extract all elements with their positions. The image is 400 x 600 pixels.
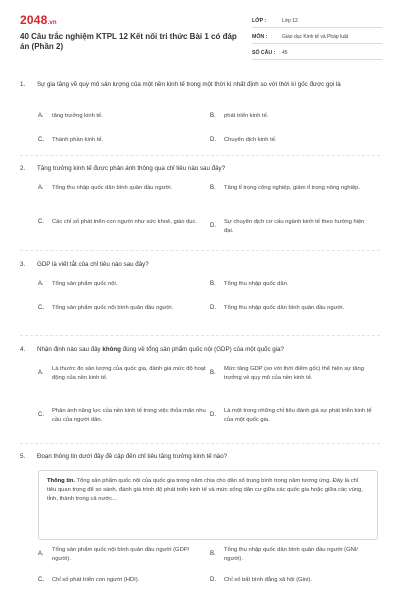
option-text: Các chỉ số phát triển con người như sức khoẻ, giáo dục.	[52, 219, 197, 225]
question-number: 1.	[20, 81, 26, 88]
option-b[interactable]	[210, 184, 370, 193]
option-text: Phản ánh năng lực của nền kinh tế trong việc thỏa mãn nhu cầu của người dân.	[52, 408, 206, 423]
meta-subject-row	[252, 30, 382, 44]
meta-class-label: LỚP :	[252, 17, 267, 24]
divider	[20, 443, 380, 444]
option-key: C.	[38, 305, 44, 311]
option-a[interactable]	[38, 280, 198, 289]
option-key: D.	[210, 223, 216, 230]
question-4	[20, 345, 380, 423]
option-c[interactable]	[38, 407, 206, 424]
option-d[interactable]	[210, 576, 370, 585]
option-text: Tổng thu nhập quốc dân bình quân đầu người.	[224, 305, 345, 311]
question-text: Tăng trưởng kinh tế được phản ánh thông qua chỉ tiêu nào sau đây?	[37, 165, 226, 172]
divider	[20, 155, 380, 156]
divider	[20, 250, 380, 251]
question-text-emphasis: không	[102, 346, 121, 353]
option-text: Tổng sản phẩm quốc nội.	[52, 281, 118, 287]
option-d[interactable]	[210, 304, 370, 313]
option-key: A.	[38, 113, 44, 119]
option-text: Thành phần kinh tế.	[52, 137, 104, 143]
option-key: A.	[38, 551, 44, 558]
question-stem	[20, 80, 380, 89]
option-c[interactable]	[38, 218, 198, 227]
meta-count-value: 45	[282, 49, 288, 56]
option-key: C.	[38, 219, 44, 225]
meta-count-label: SỐ CÂU :	[252, 49, 276, 56]
info-box	[38, 470, 378, 540]
option-b[interactable]	[210, 365, 372, 382]
page-title: 40 Câu trắc nghiệm KTPL 12 Kết nối tri thức Bài 1 có đáp án (Phần 2)	[20, 32, 237, 51]
option-c[interactable]	[38, 304, 198, 313]
option-c[interactable]	[38, 136, 208, 145]
option-b[interactable]	[210, 546, 370, 563]
question-text	[37, 345, 380, 354]
page-header	[0, 0, 400, 64]
question-5	[20, 452, 380, 461]
option-text: Mức tăng GDP (so với thời điểm gốc) thể hiện sự tăng trưởng về quy mô của nền kinh tế.	[224, 366, 364, 381]
option-text: Là một trong những chỉ tiêu đánh giá sự phát triển kinh tế của một quốc gia.	[224, 408, 372, 423]
question-stem	[20, 345, 380, 354]
option-key: B.	[210, 281, 216, 287]
question-number: 4.	[20, 346, 26, 353]
question-number: 2.	[20, 165, 26, 172]
option-a[interactable]	[38, 112, 208, 121]
option-d[interactable]	[210, 136, 378, 145]
option-key: C.	[38, 137, 44, 143]
meta-panel	[252, 14, 382, 62]
question-number: 5.	[20, 453, 26, 460]
option-b[interactable]	[210, 112, 378, 121]
question-text: Sự gia tăng về quy mô sản lượng của một nền kinh tế trong một thời kì nhất định so với thời kì gốc được gọi là	[37, 81, 341, 88]
option-key: A.	[38, 185, 44, 191]
meta-subject-label: MÔN :	[252, 33, 268, 40]
option-text: Chỉ số phát triển con người (HDI).	[52, 577, 140, 583]
option-text: Chỉ số bất bình đẳng xã hội (Gini).	[224, 577, 312, 583]
logo-suffix: .vn	[47, 20, 57, 26]
option-c[interactable]	[38, 576, 198, 585]
option-b[interactable]	[210, 280, 370, 289]
option-text: phát triển kinh tế.	[224, 113, 269, 119]
question-number: 3.	[20, 261, 26, 268]
option-key: D.	[210, 137, 216, 143]
option-key: B.	[210, 113, 216, 119]
option-key: D.	[210, 305, 216, 311]
option-key: A.	[38, 370, 44, 377]
option-text: tăng trưởng kinh tế.	[52, 113, 103, 119]
question-3	[20, 260, 380, 311]
option-text: Tổng thu nhập quốc dân.	[224, 281, 289, 287]
meta-class-value: Lớp 12	[282, 17, 298, 24]
option-d[interactable]	[210, 218, 370, 235]
logo-main: 2048	[20, 13, 48, 27]
option-key: C.	[38, 412, 44, 419]
option-text: Tổng thu nhập quốc dân bình quân đầu người (GNI/ người).	[224, 547, 359, 562]
question-2	[20, 164, 380, 234]
question-stem	[20, 452, 380, 461]
meta-count-row	[252, 46, 382, 60]
question-text: GDP là viết tắt của chỉ tiêu nào sau đây?	[37, 261, 149, 268]
option-key: B.	[210, 370, 216, 377]
option-d[interactable]	[210, 407, 372, 424]
meta-subject-value: Giáo dục Kinh tế và Pháp luật	[282, 33, 349, 40]
info-text: Tổng sản phẩm quốc nội của quốc gia trong năm chia cho dân số trung bình trong năm tương ứng. Đây là chỉ tiêu quan trọng để so sánh, đánh giá trình độ phát triển kinh tế và mức sống dân cư giữa các quốc gia hoặc giữa các vùng, tỉnh, thành trong cả nước...	[47, 478, 363, 502]
question-stem	[20, 164, 380, 173]
option-a[interactable]	[38, 546, 198, 563]
option-text: Chuyển dịch kinh tế.	[224, 137, 277, 143]
divider	[20, 335, 380, 336]
option-a[interactable]	[38, 365, 206, 382]
option-key: D.	[210, 412, 216, 419]
question-text: Đoạn thông tin dưới đây đề cập đến chỉ tiêu tăng trưởng kinh tế nào?	[37, 453, 228, 460]
option-text: Sự chuyển dịch cơ cấu ngành kinh tế theo hướng hiện đại.	[224, 219, 365, 234]
meta-class-row	[252, 14, 382, 28]
question-text-before: Nhận định nào sau đây	[37, 346, 103, 353]
option-text: Tổng thu nhập quốc dân bình quân đầu người.	[52, 185, 173, 191]
question-stem	[20, 260, 380, 269]
option-key: C.	[38, 577, 44, 583]
site-logo[interactable]	[20, 13, 57, 27]
option-text: Tổng sản phẩm quốc nội bình quân đầu người.	[52, 305, 174, 311]
option-a[interactable]	[38, 184, 198, 193]
info-label: Thông tin.	[47, 478, 76, 484]
question-1	[20, 80, 380, 143]
option-key: B.	[210, 185, 216, 191]
option-key: B.	[210, 551, 216, 558]
option-text: Tăng tỉ trọng công nghiệp, giảm tỉ trọng nông nghiệp.	[224, 185, 360, 191]
option-text: Tổng sản phẩm quốc nội bình quân đầu người (GDP/ người).	[52, 547, 190, 562]
option-key: D.	[210, 577, 216, 583]
question-text-after: đúng về tổng sản phẩm quốc nội (GDP) của một quốc gia?	[120, 346, 284, 353]
option-text: Là thước đo sản lượng của quốc gia, đánh giá mức độ hoạt động của nền kinh tế.	[52, 366, 206, 381]
option-key: A.	[38, 281, 44, 287]
